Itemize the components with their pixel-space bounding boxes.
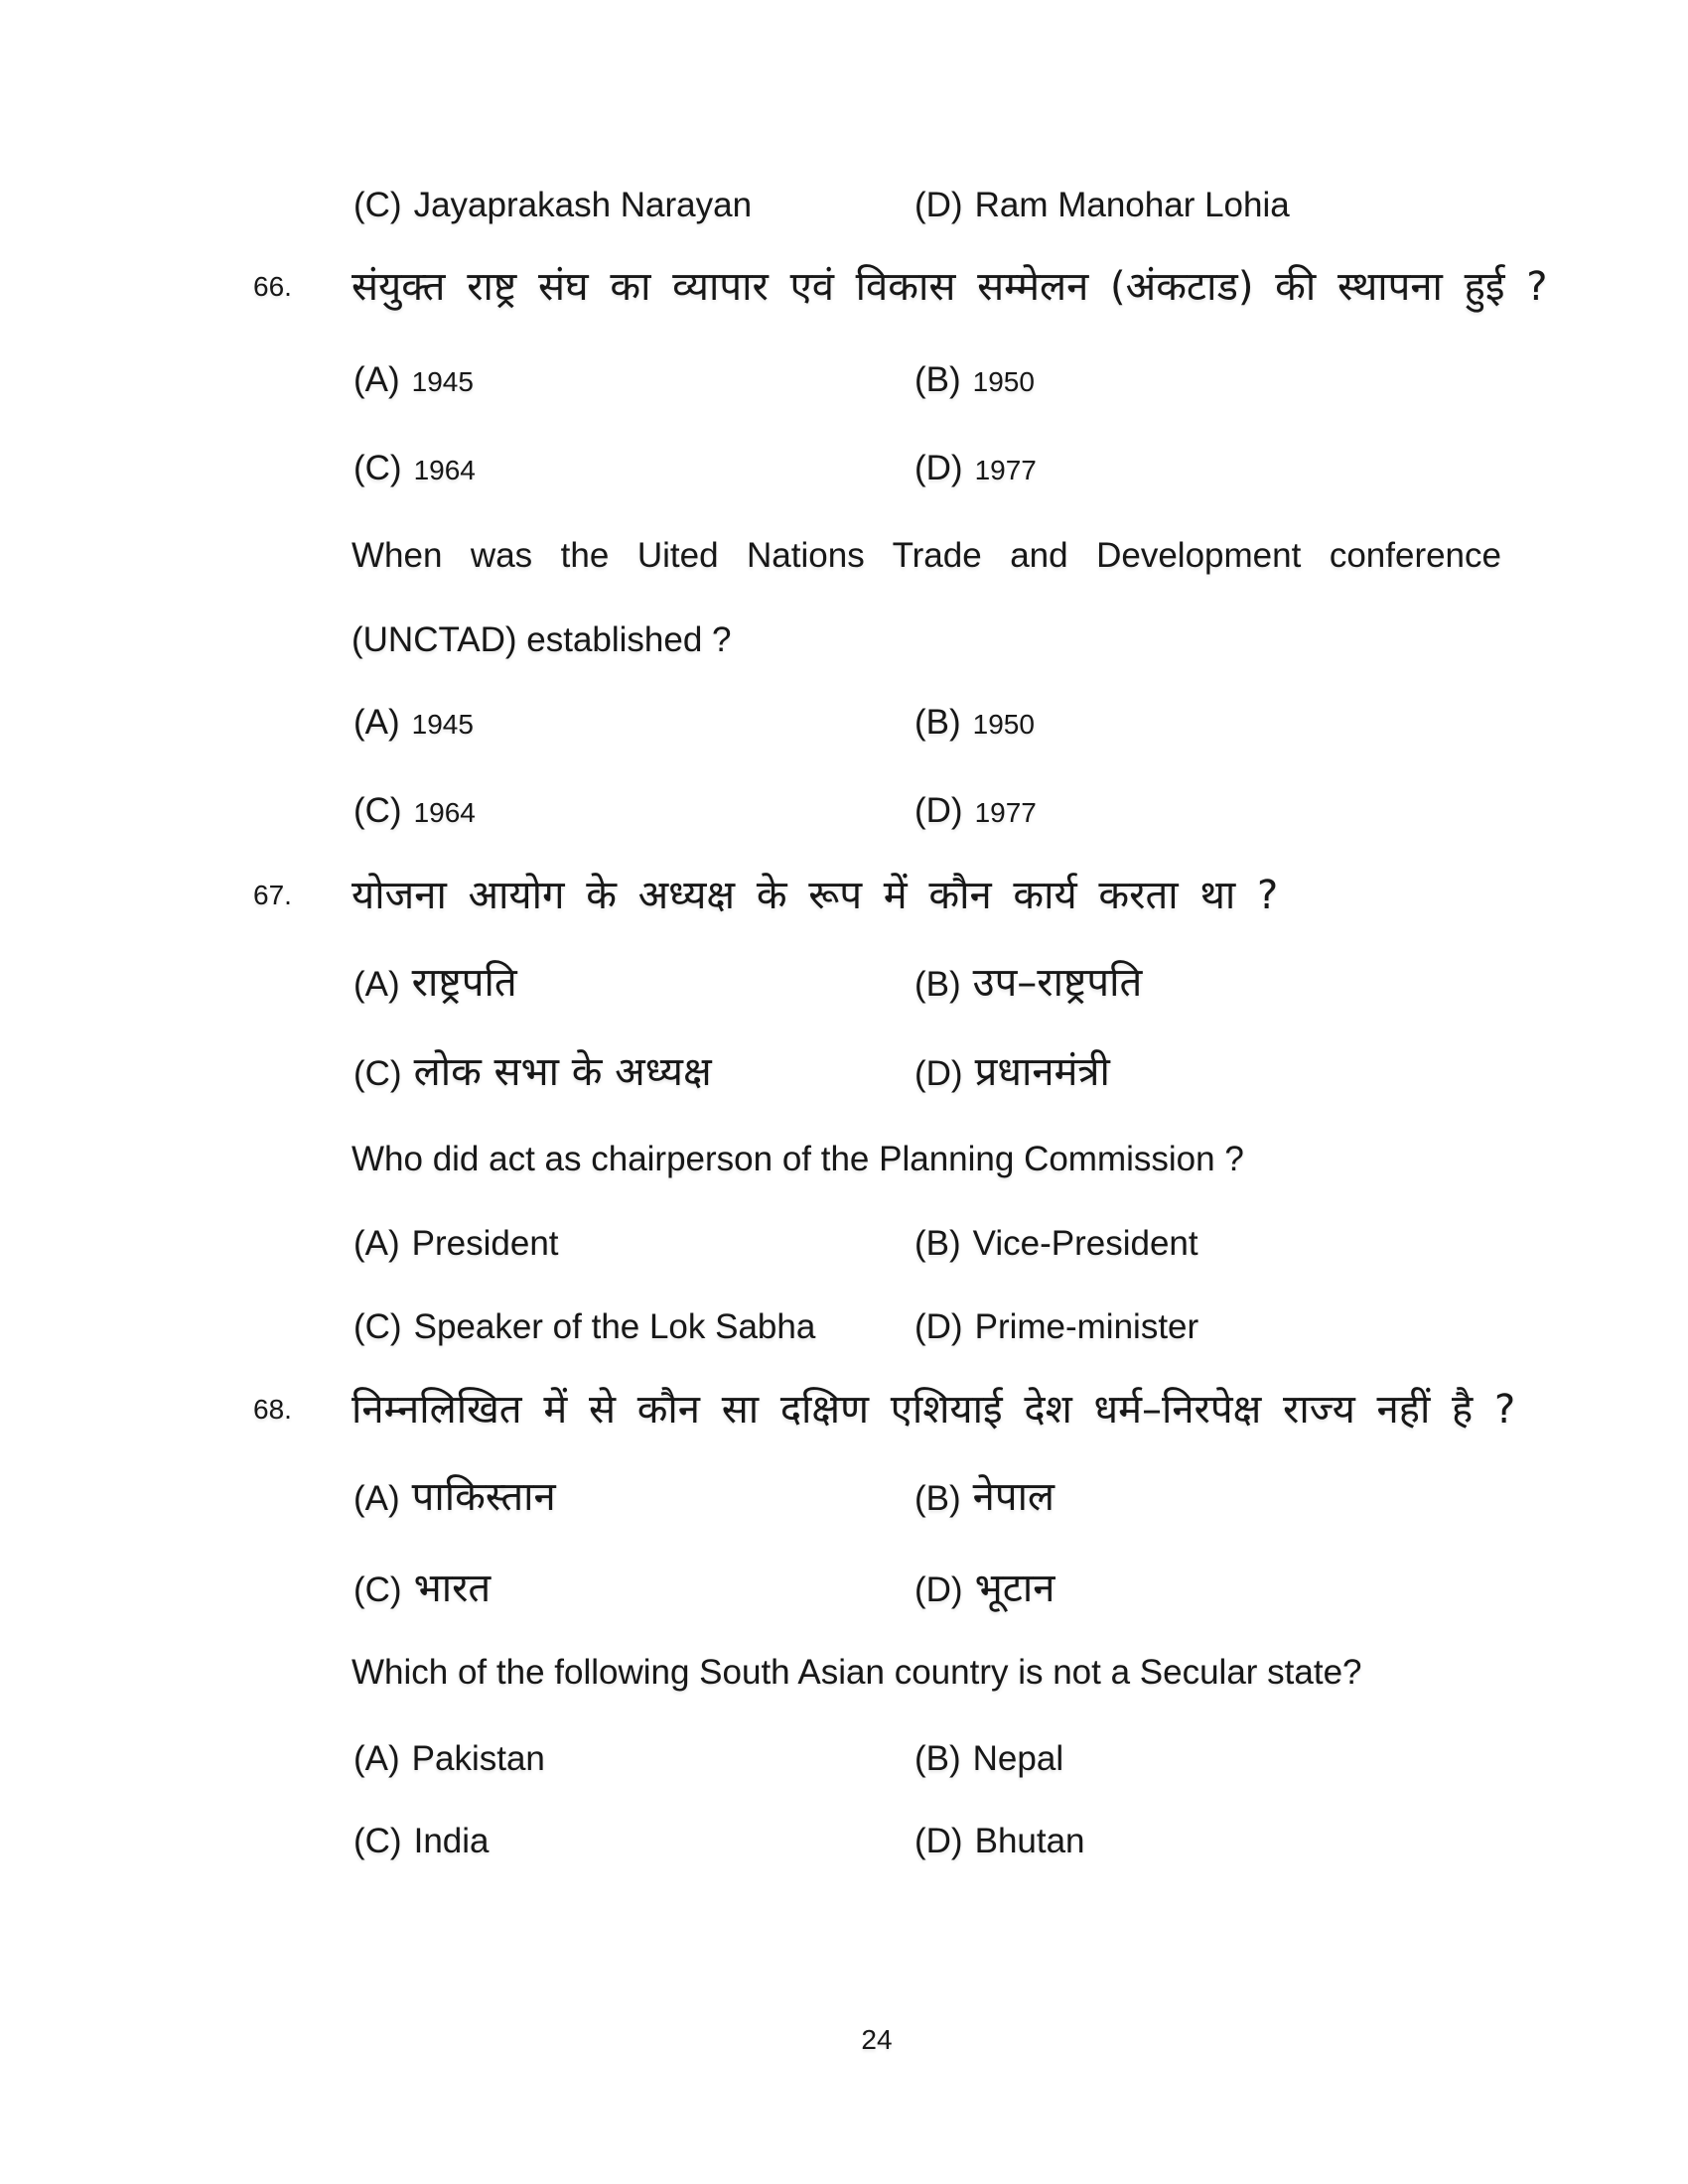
option-label: (A) bbox=[353, 703, 400, 742]
question-67-hindi-line bbox=[0, 871, 1688, 920]
option-d bbox=[914, 1302, 1198, 1352]
option-label: (A) bbox=[353, 1224, 400, 1263]
options-row bbox=[0, 698, 1688, 748]
options-row bbox=[0, 1302, 1688, 1352]
page-footer bbox=[0, 2015, 1688, 2065]
option-label: (C) bbox=[353, 1054, 402, 1093]
option-label: (A) bbox=[353, 1739, 400, 1778]
option-b bbox=[914, 1734, 1063, 1784]
option-c bbox=[353, 181, 752, 230]
option-text: Bhutan bbox=[974, 1822, 1085, 1860]
option-text: 1964 bbox=[413, 797, 476, 828]
options-row bbox=[0, 444, 1688, 493]
question-text-english: Which of the following South Asian country is not a Secular state? bbox=[352, 1653, 1362, 1692]
option-a bbox=[353, 355, 474, 407]
question-67-english-line bbox=[0, 1135, 1688, 1184]
option-text: Jayaprakash Narayan bbox=[413, 186, 753, 224]
question-66-english-line-2 bbox=[0, 615, 1688, 665]
option-label: (C) bbox=[353, 449, 402, 487]
options-row bbox=[0, 958, 1688, 1008]
options-row bbox=[0, 1817, 1688, 1866]
option-text: 1977 bbox=[974, 797, 1037, 828]
option-text: 1950 bbox=[972, 709, 1035, 740]
option-text: Prime-minister bbox=[974, 1307, 1199, 1346]
option-label: (D) bbox=[914, 1570, 963, 1609]
option-c bbox=[353, 1302, 815, 1352]
question-text-hindi: योजना आयोग के अध्यक्ष के रूप में कौन कार्य करता था ? bbox=[352, 873, 1279, 918]
option-c bbox=[353, 1817, 490, 1866]
option-label: (B) bbox=[914, 965, 961, 1004]
option-a bbox=[353, 1219, 559, 1269]
option-text: 1977 bbox=[974, 455, 1037, 485]
option-text: उप–राष्ट्रपति bbox=[972, 960, 1143, 1006]
option-b bbox=[914, 958, 1142, 1010]
options-row bbox=[0, 355, 1688, 405]
carryover-options-row bbox=[0, 181, 1688, 230]
option-c bbox=[353, 786, 476, 838]
options-row bbox=[0, 1734, 1688, 1784]
option-text: प्रधानमंत्री bbox=[974, 1049, 1110, 1095]
options-row bbox=[0, 1472, 1688, 1522]
option-d bbox=[914, 1564, 1055, 1615]
option-label: (A) bbox=[353, 360, 400, 399]
option-a bbox=[353, 1472, 556, 1524]
option-b bbox=[914, 1472, 1055, 1524]
option-b bbox=[914, 698, 1035, 750]
option-label: (B) bbox=[914, 1479, 961, 1518]
option-text: लोक सभा के अध्यक्ष bbox=[413, 1049, 712, 1095]
option-text: पाकिस्तान bbox=[411, 1474, 556, 1520]
option-text: Ram Manohar Lohia bbox=[974, 186, 1290, 224]
option-label: (B) bbox=[914, 703, 961, 742]
option-text: 1950 bbox=[972, 366, 1035, 397]
question-68-hindi-line bbox=[0, 1385, 1688, 1434]
option-b bbox=[914, 1219, 1198, 1269]
options-row bbox=[0, 1219, 1688, 1269]
options-row bbox=[0, 1047, 1688, 1097]
option-label: (D) bbox=[914, 1822, 963, 1860]
option-c bbox=[353, 1047, 712, 1099]
option-label: (D) bbox=[914, 449, 963, 487]
option-text: 1964 bbox=[413, 455, 476, 485]
option-a bbox=[353, 958, 517, 1010]
option-c bbox=[353, 1564, 491, 1615]
option-label: (D) bbox=[914, 186, 963, 224]
question-text-hindi: निम्नलिखित में से कौन सा दक्षिण एशियाई देश धर्म–निरपेक्ष राज्य नहीं है ? bbox=[352, 1387, 1516, 1433]
option-d bbox=[914, 786, 1037, 838]
question-66-hindi-line bbox=[0, 262, 1688, 312]
option-label: (A) bbox=[353, 965, 400, 1004]
option-text: राष्ट्रपति bbox=[411, 960, 517, 1006]
option-text: 1945 bbox=[411, 366, 474, 397]
option-d bbox=[914, 1817, 1085, 1866]
option-label: (C) bbox=[353, 1822, 402, 1860]
question-number: 66. bbox=[253, 271, 292, 302]
question-number: 67. bbox=[253, 880, 292, 910]
option-d bbox=[914, 444, 1037, 495]
option-label: (C) bbox=[353, 186, 402, 224]
option-text: President bbox=[411, 1224, 559, 1263]
options-row bbox=[0, 786, 1688, 836]
question-text-english: (UNCTAD) established ? bbox=[352, 620, 732, 659]
question-text-english: When was the Uited Nations Trade and Development conference bbox=[352, 536, 1501, 575]
option-text: Pakistan bbox=[411, 1739, 545, 1778]
option-label: (B) bbox=[914, 1224, 961, 1263]
question-number: 68. bbox=[253, 1394, 292, 1425]
option-label: (D) bbox=[914, 791, 963, 830]
option-label: (A) bbox=[353, 1479, 400, 1518]
question-68-english-line bbox=[0, 1648, 1688, 1698]
option-text: भारत bbox=[413, 1566, 492, 1611]
option-label: (D) bbox=[914, 1307, 963, 1346]
option-text: नेपाल bbox=[972, 1474, 1055, 1520]
option-c bbox=[353, 444, 476, 495]
option-text: 1945 bbox=[411, 709, 474, 740]
option-text: भूटान bbox=[974, 1566, 1055, 1611]
option-label: (B) bbox=[914, 360, 961, 399]
page-number: 24 bbox=[861, 2024, 893, 2055]
option-label: (D) bbox=[914, 1054, 963, 1093]
option-text: India bbox=[413, 1822, 490, 1860]
question-text-english: Who did act as chairperson of the Planning Commission ? bbox=[352, 1140, 1244, 1178]
option-b bbox=[914, 355, 1035, 407]
option-label: (C) bbox=[353, 791, 402, 830]
option-label: (C) bbox=[353, 1570, 402, 1609]
option-d bbox=[914, 181, 1290, 230]
question-66-english-line-1 bbox=[0, 531, 1688, 581]
option-a bbox=[353, 1734, 545, 1784]
options-row bbox=[0, 1564, 1688, 1613]
question-text-hindi: संयुक्त राष्ट्र संघ का व्यापार एवं विकास सम्मेलन (अंकटाड) की स्थापना हुई ? bbox=[352, 264, 1548, 310]
option-a bbox=[353, 698, 474, 750]
option-label: (B) bbox=[914, 1739, 961, 1778]
option-d bbox=[914, 1047, 1110, 1099]
option-text: Speaker of the Lok Sabha bbox=[413, 1307, 816, 1346]
option-text: Vice-President bbox=[972, 1224, 1198, 1263]
option-label: (C) bbox=[353, 1307, 402, 1346]
option-text: Nepal bbox=[972, 1739, 1064, 1778]
